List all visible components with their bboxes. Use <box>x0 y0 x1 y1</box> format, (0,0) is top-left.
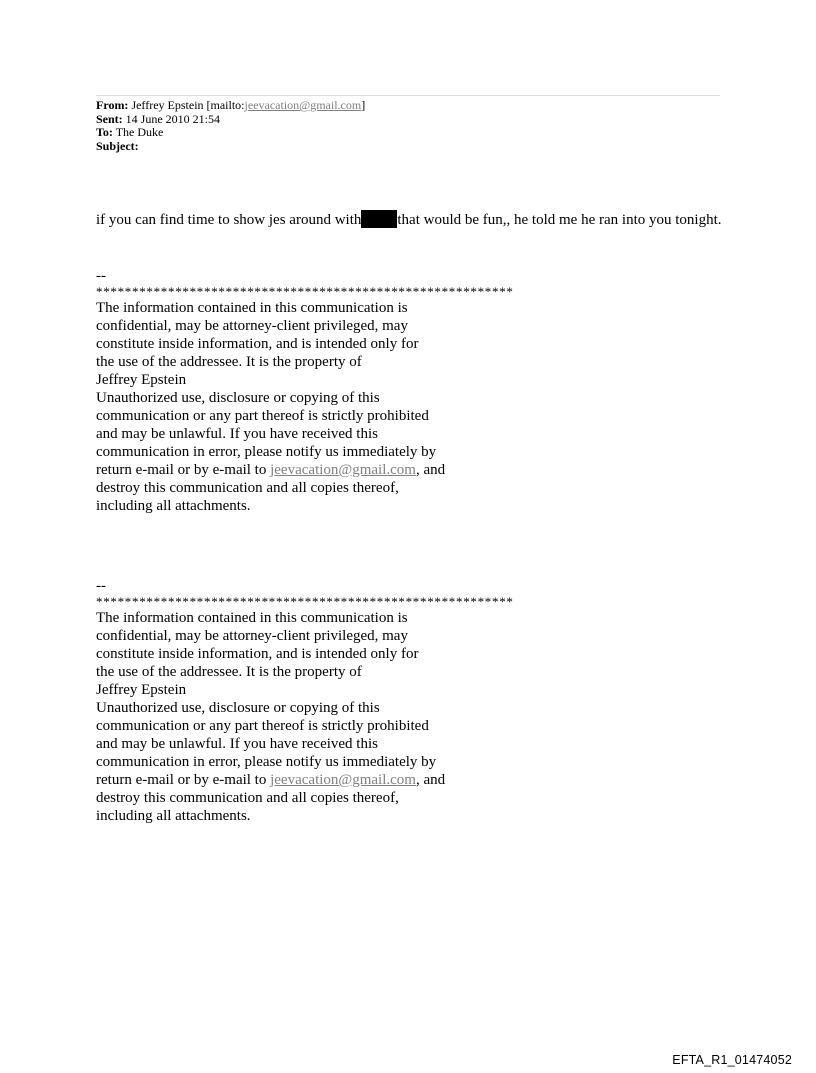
signature-line: confidential, may be attorney-client privileged, may <box>96 318 408 334</box>
redaction-box <box>361 210 397 228</box>
from-line <box>96 99 365 113</box>
subject-label: Subject: <box>96 138 139 153</box>
signature-dashes: -- <box>96 578 106 594</box>
signature-line: the use of the addressee. It is the property of <box>96 354 362 370</box>
signature-line: confidential, may be attorney-client privileged, may <box>96 628 408 644</box>
from-email-link[interactable]: jeevacation@gmail.com <box>244 98 362 112</box>
signature-line: the use of the addressee. It is the property of <box>96 664 362 680</box>
sent-label: Sent: <box>96 111 123 126</box>
sent-value: 14 June 2010 21:54 <box>125 111 221 126</box>
signature-line: The information contained in this communication is <box>96 300 408 316</box>
to-label: To: <box>96 125 113 139</box>
return-prefix: return e-mail or by e-mail to <box>96 462 271 478</box>
return-suffix: , and <box>415 462 446 478</box>
subject-line <box>96 140 365 154</box>
signature-line: destroy this communication and all copies thereof, <box>96 790 399 806</box>
return-prefix: return e-mail or by e-mail to <box>96 772 271 788</box>
signature-line: communication or any part thereof is strictly prohibited <box>96 408 429 424</box>
body-text-before: if you can find time to show jes around with <box>96 212 362 228</box>
signature-line: Unauthorized use, disclosure or copying of this <box>96 700 380 716</box>
signature-line: constitute inside information, and is intended only for <box>96 336 419 352</box>
return-email-link[interactable]: jeevacation@gmail.com <box>270 772 416 788</box>
signature-line: communication in error, please notify us immediately by <box>96 754 437 770</box>
from-close: ] <box>361 98 366 112</box>
email-header <box>96 99 365 153</box>
signature-line: communication in error, please notify us immediately by <box>96 444 437 460</box>
signature-line: including all attachments. <box>96 808 251 824</box>
signature-line: and may be unlawful. If you have received this <box>96 736 378 752</box>
signature-stars: ********************************************************** <box>96 594 514 609</box>
header-divider <box>96 95 720 96</box>
signature-line: Unauthorized use, disclosure or copying of this <box>96 390 380 406</box>
signature-line: including all attachments. <box>96 498 251 514</box>
signature-stars: ********************************************************** <box>96 284 514 299</box>
document-id: EFTA_R1_01474052 <box>672 1053 792 1067</box>
signature-block-1 <box>96 267 514 515</box>
signature-return-line <box>96 461 514 479</box>
signature-return-line <box>96 771 514 789</box>
signature-line: constitute inside information, and is intended only for <box>96 646 419 662</box>
to-value: The Duke <box>115 125 164 139</box>
to-line <box>96 126 365 140</box>
email-body <box>96 210 736 229</box>
return-suffix: , and <box>415 772 446 788</box>
signature-line: and may be unlawful. If you have received this <box>96 426 378 442</box>
signature-line: Jeffrey Epstein <box>96 682 187 698</box>
from-name: Jeffrey Epstein [mailto: <box>131 98 245 112</box>
signature-line: Jeffrey Epstein <box>96 372 187 388</box>
signature-dashes: -- <box>96 268 106 284</box>
body-text-after: that would be fun,, he told me he ran into you tonight. <box>397 212 722 228</box>
signature-line: communication or any part thereof is strictly prohibited <box>96 718 429 734</box>
signature-block-2 <box>96 577 514 825</box>
return-email-link[interactable]: jeevacation@gmail.com <box>270 462 416 478</box>
signature-line: The information contained in this communication is <box>96 610 408 626</box>
signature-line: destroy this communication and all copies thereof, <box>96 480 399 496</box>
from-label: From: <box>96 98 129 112</box>
sent-line <box>96 113 365 127</box>
